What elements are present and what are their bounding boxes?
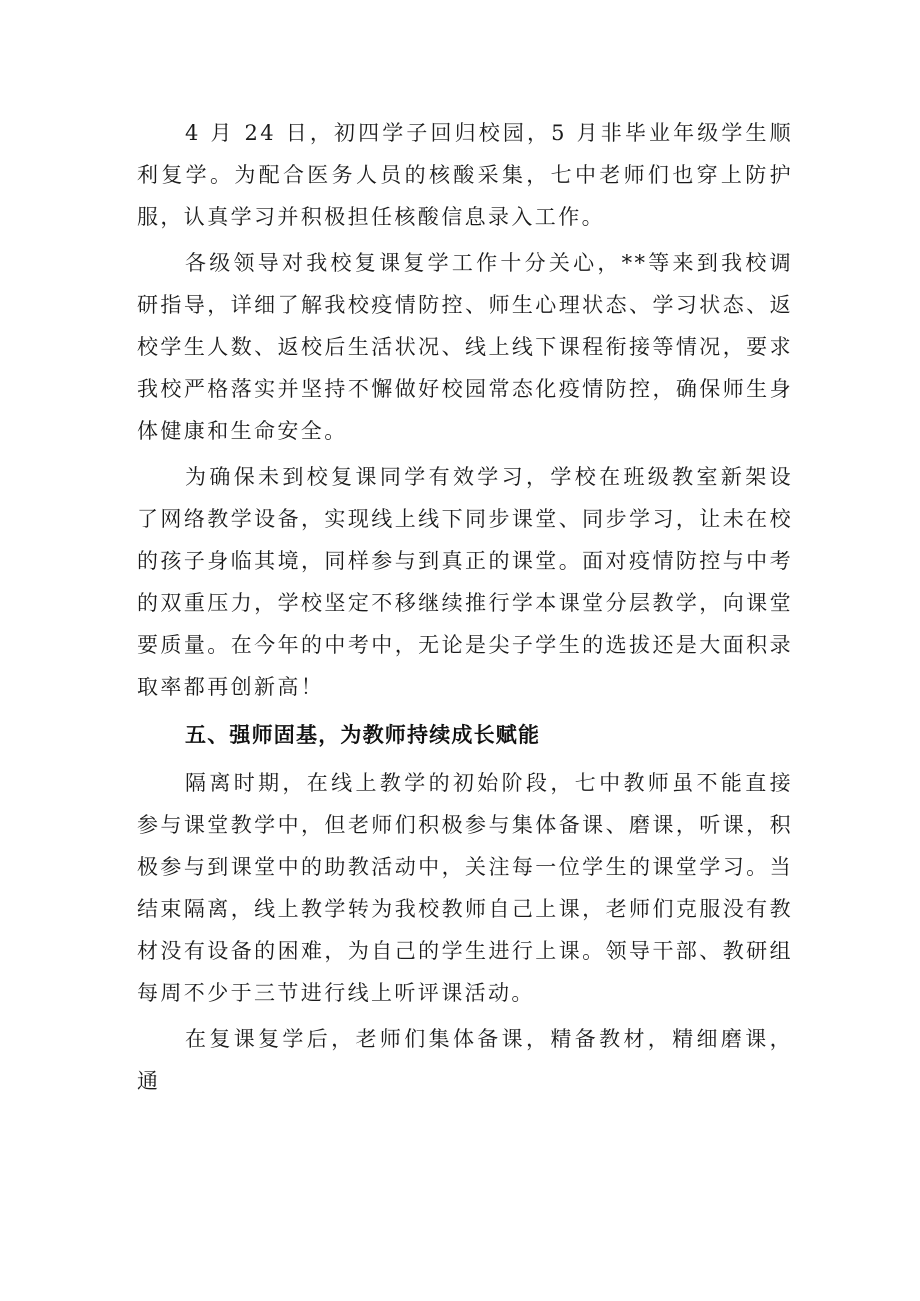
paragraph-isolation-period: 隔离时期，在线上教学的初始阶段，七中教师虽不能直接参与课堂教学中，但老师们积极参与集体备课、磨课，听课，积极参与到课堂中的助教活动中，关注每一位学生的课堂学习。当结束隔离，线上教学转为我校教师自己上课，老师们克服没有教材没有设备的困难，为自己的学生进行上课。领导干部、教研组每周不少于三节进行线上听评课活动。: [137, 771, 793, 1005]
paragraph-leadership-visit: 各级领导对我校复课复学工作十分关心，**等来到我校调研指导，详细了解我校疫情防控、师生心理状态、学习状态、返校学生人数、返校后生活状况、线上线下课程衔接等情况，要求我校严格落实并坚持不懈做好校园常态化疫情防控，确保师生身体健康和生命安全。: [137, 251, 793, 443]
paragraph-after-resumption: 在复课复学后，老师们集体备课，精备教材，精细磨课，通: [137, 1027, 793, 1093]
document-body: [137, 112, 793, 1102]
section-heading: 五、强师固基，为教师持续成长赋能: [185, 723, 541, 747]
paragraph-return-to-school: 4 月 24 日，初四学子回归校园，5 月非毕业年级学生顺利复学。为配合医务人员的核酸采集，七中老师们也穿上防护服，认真学习并积极担任核酸信息录入工作。: [137, 121, 793, 229]
paragraph-online-offline-teaching: 为确保未到校复课同学有效学习，学校在班级教室新架设了网络教学设备，实现线上线下同步课堂、同步学习，让未在校的孩子身临其境，同样参与到真正的课堂。面对疫情防控与中考的双重压力，学校坚定不移继续推行学本课堂分层教学，向课堂要质量。在今年的中考中，无论是尖子学生的选拔还是大面积录取率都再创新高！: [137, 465, 793, 699]
